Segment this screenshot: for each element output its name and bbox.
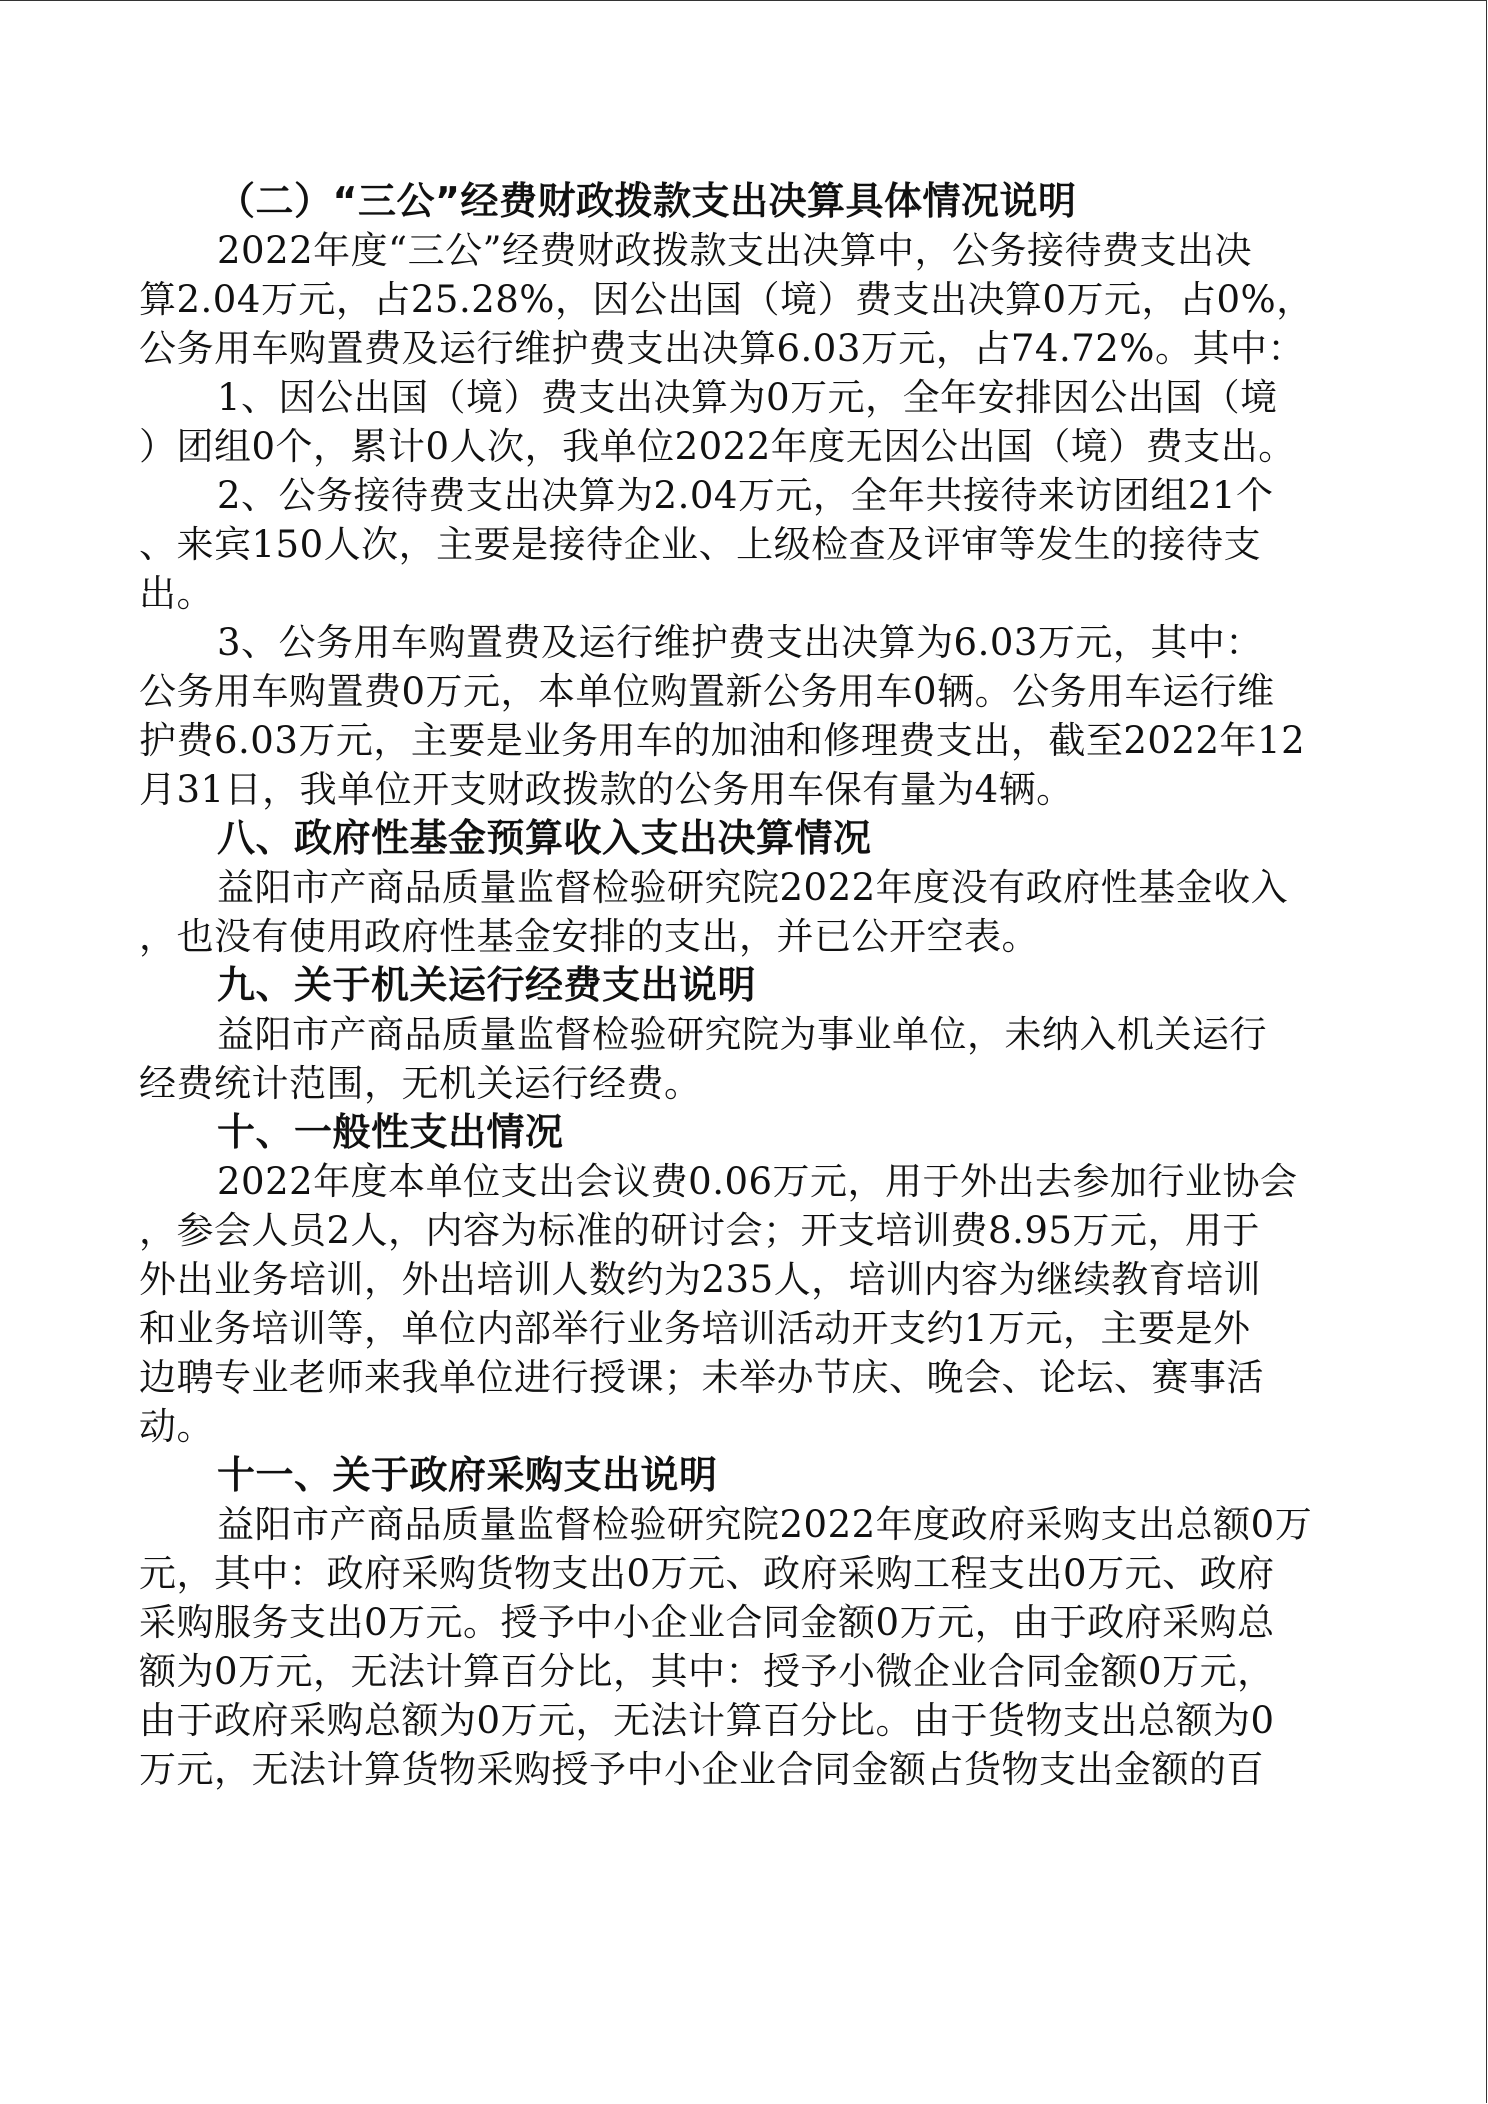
section-heading: 九、关于机关运行经费支出说明 [217, 963, 757, 1007]
paragraph-line: ，参会人员2人，内容为标准的研讨会；开支培训费8.95万元，用于 [139, 1209, 1260, 1252]
paragraph-line: 万元，无法计算货物采购授予中小企业合同金额占货物支出金额的百 [139, 1748, 1264, 1791]
paragraph-line: ）团组0个，累计0人次，我单位2022年度无因公出国（境）费支出。 [139, 425, 1296, 468]
paragraph-line: 外出业务培训，外出培训人数约为235人，培训内容为继续教育培训 [139, 1258, 1262, 1301]
paragraph-line: 边聘专业老师来我单位进行授课；未举办节庆、晚会、论坛、赛事活 [139, 1356, 1264, 1399]
paragraph-line: 护费6.03万元，主要是业务用车的加油和修理费支出，截至2022年12 [139, 719, 1306, 762]
paragraph-line: 益阳市产商品质量监督检验研究院为事业单位，未纳入机关运行 [217, 1013, 1267, 1056]
paragraph-line: 1、因公出国（境）费支出决算为0万元，全年安排因公出国（境 [217, 376, 1278, 419]
paragraph-line: 动。 [139, 1405, 214, 1448]
paragraph-line: 益阳市产商品质量监督检验研究院2022年度政府采购支出总额0万 [217, 1503, 1313, 1546]
paragraph-line: 2022年度“三公”经费财政拨款支出决算中，公务接待费支出决 [217, 229, 1252, 272]
paragraph-line: 2、公务接待费支出决算为2.04万元，全年共接待来访团组21个 [217, 474, 1274, 517]
document-body [139, 177, 1339, 1794]
paragraph-line: 和业务培训等，单位内部举行业务培训活动开支约1万元，主要是外 [139, 1307, 1251, 1350]
paragraph-line: 月31日，我单位开支财政拨款的公务用车保有量为4辆。 [139, 768, 1074, 811]
paragraph-line: 公务用车购置费及运行维护费支出决算6.03万元，占74.72%。其中： [139, 327, 1305, 370]
section-heading: （二）“三公”经费财政拨款支出决算具体情况说明 [217, 179, 1077, 223]
paragraph-line: 、来宾150人次，主要是接待企业、上级检查及评审等发生的接待支 [139, 523, 1262, 566]
paragraph-line: 采购服务支出0万元。授予中小企业合同金额0万元，由于政府采购总 [139, 1601, 1275, 1644]
paragraph-line: 由于政府采购总额为0万元，无法计算百分比。由于货物支出总额为0 [139, 1699, 1275, 1742]
section-heading: 十一、关于政府采购支出说明 [217, 1453, 718, 1497]
paragraph-line: ，也没有使用政府性基金安排的支出，并已公开空表。 [139, 915, 1039, 958]
paragraph-line: 经费统计范围，无机关运行经费。 [139, 1062, 702, 1105]
paragraph-line: 益阳市产商品质量监督检验研究院2022年度没有政府性基金收入 [217, 866, 1289, 909]
paragraph-line: 公务用车购置费0万元，本单位购置新公务用车0辆。公务用车运行维 [139, 670, 1275, 713]
paragraph-line: 额为0万元，无法计算百分比，其中：授予小微企业合同金额0万元， [139, 1650, 1275, 1693]
paragraph-line: 出。 [139, 572, 214, 615]
paragraph-line: 元，其中：政府采购货物支出0万元、政府采购工程支出0万元、政府 [139, 1552, 1275, 1595]
section-heading: 八、政府性基金预算收入支出决算情况 [217, 816, 872, 860]
paragraph-line: 2022年度本单位支出会议费0.06万元，用于外出去参加行业协会 [217, 1160, 1298, 1203]
paragraph-line: 算2.04万元，占25.28%，因公出国（境）费支出决算0万元，占0%， [139, 278, 1314, 321]
section-heading: 十、一般性支出情况 [217, 1110, 564, 1154]
paragraph-line: 3、公务用车购置费及运行维护费支出决算为6.03万元，其中： [217, 621, 1263, 664]
